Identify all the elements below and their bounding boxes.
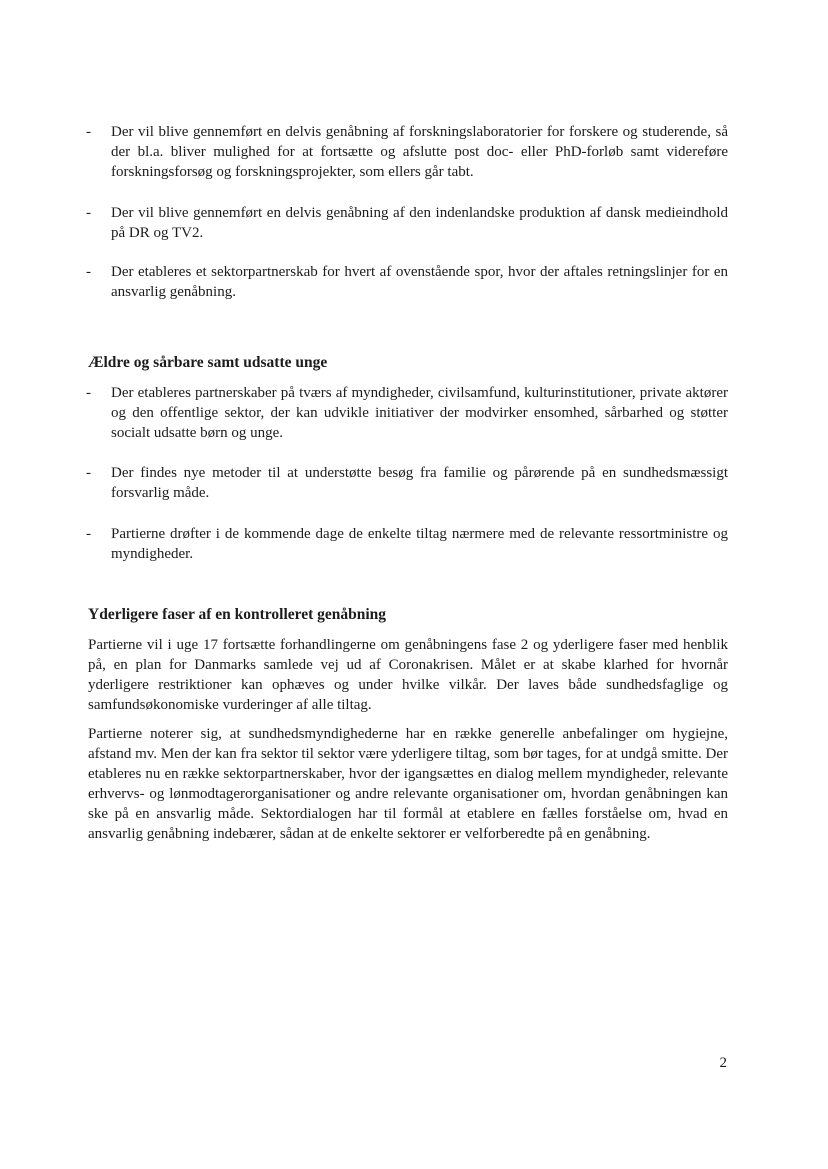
list-item [86,262,728,302]
paragraph: Partierne vil i uge 17 fortsætte forhandlingerne om genåbningens fase 2 og yderligere faser med henblik på, en plan for Danmarks samlede vej ud af Coronakrisen. Målet er at skabe klarhed for hvornår yderligere restriktioner kan ophæves og under hvilke vilkår. Der laves både sundhedsfaglige og samfundsøkonomiske vurderinger af alle tiltag. [88,637,728,713]
bullet-marker: - [86,465,91,481]
bullet-marker: - [86,205,91,221]
page-number: 2 [719,1055,727,1071]
bullet-marker: - [86,264,91,280]
bullet-text: Der etableres partnerskaber på tværs af myndigheder, civilsamfund, kulturinstitutioner, private aktører og den offentlige sektor, der kan udvikle initiativer der modvirker ensomhed, sårbarhed og støtter socialt udsatte børn og unge. [111,385,728,441]
bullet-text: Partierne drøfter i de kommende dage de enkelte tiltag nærmere med de relevante ressortministre og myndigheder. [111,526,728,562]
bullet-text: Der findes nye metoder til at understøtte besøg fra familie og pårørende på en sundhedsmæssigt forsvarlig måde. [111,465,728,501]
list-item [86,122,728,182]
section-heading: Yderligere faser af en kontrolleret genåbning [88,606,387,623]
section-heading: Ældre og sårbare samt udsatte unge [88,354,328,371]
bullet-text: Der vil blive gennemført en delvis genåbning af forskningslaboratorier for forskere og studerende, så der bl.a. bliver mulighed for at fortsætte og afslutte post doc- eller PhD-forløb samt videreføre forskningsforsøg og forskningsprojekter, som ellers går tabt. [111,124,728,180]
bullet-marker: - [86,124,91,140]
paragraph: Partierne noterer sig, at sundhedsmyndighederne har en række generelle anbefalinger om hygiejne, afstand mv. Men der kan fra sektor til sektor være yderligere tiltag, som bør tages, for at undgå smitte. Der etableres nu en række sektorpartnerskaber, hvor der igangsættes en dialog mellem myndigheder, relevante erhvervs- og lønmodtagerorganisationer og andre relevante organisationer om, hvordan genåbningen kan ske på en ansvarlig måde. Sektordialogen har til formål at etablere en fælles forståelse om, hvad en ansvarlig genåbning indebærer, sådan at de enkelte sektorer er velforberedte på en genåbning. [88,726,728,842]
list-item [86,463,728,503]
bullet-marker: - [86,526,91,542]
list-item [86,383,728,443]
bullet-text: Der vil blive gennemført en delvis genåbning af den indenlandske produktion af dansk medieindhold på DR og TV2. [111,205,728,241]
bullet-marker: - [86,385,91,401]
list-item [86,524,728,564]
list-item [86,203,728,243]
bullet-text: Der etableres et sektorpartnerskab for hvert af ovenstående spor, hvor der aftales retningslinjer for en ansvarlig genåbning. [111,264,728,300]
